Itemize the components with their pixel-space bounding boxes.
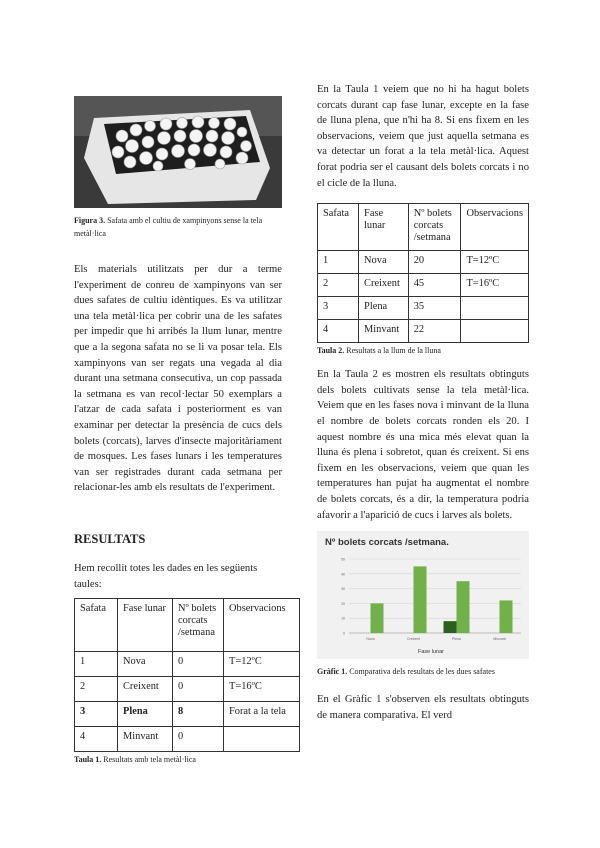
- table-2-header: Safata: [318, 204, 359, 251]
- table-cell: 0: [173, 677, 224, 702]
- chart-y-tick-label: 50: [341, 557, 345, 562]
- table-cell: 0: [173, 652, 224, 677]
- table-1-header: Safata: [75, 599, 118, 652]
- chart-x-tick-label: Minvant: [493, 637, 506, 642]
- table-cell: Minvant: [118, 727, 173, 752]
- table-row: [318, 297, 529, 320]
- chart-bar: [414, 566, 427, 633]
- table-1-header-row: [75, 599, 300, 652]
- table-cell: Creixent: [359, 274, 409, 297]
- table-2-header: Fase lunar: [359, 204, 409, 251]
- table-cell: [461, 297, 529, 320]
- chart-y-tick-label: 20: [341, 601, 345, 606]
- table-cell: 8: [173, 702, 224, 727]
- chart-bar: [444, 621, 457, 633]
- chart-y-tick-label: 10: [341, 616, 345, 621]
- table-cell: 2: [318, 274, 359, 297]
- chart-x-tick-label: Nova: [366, 637, 375, 642]
- table-1-label: Taula 1.: [74, 755, 102, 765]
- table-cell: T=16ºC: [224, 677, 300, 702]
- table-row: [75, 677, 300, 702]
- chart-y-tick-label: 30: [341, 587, 345, 592]
- table-1-header: Nº bolets corcats /setmana: [173, 599, 224, 652]
- table-2-discussion: En la Taula 2 es mostren els resultats obtinguts dels bolets cultivats sense la tela metàl·lica. Veiem que en les fases nova i minvant de la lluna el nombre de bolets corcats ronden els 20. I aquest nombre és una mica més elevat quan la lluna és plena i sobretot, quan és creixent. Si ens fixem en les observacions, veiem que quan les temperatures han pujat ha augmentat el nombre de bolets corcats, és a dir, la temperatura podria afavorir a l'aparició de cucs i larves als bolets.: [317, 369, 529, 521]
- chart-bar: [500, 601, 513, 634]
- graph-1: [317, 531, 529, 659]
- table-row-highlighted: [75, 702, 300, 727]
- table-cell: Nova: [359, 251, 409, 274]
- table-cell: Minvant: [359, 320, 409, 343]
- table-1-header: Observacions: [224, 599, 300, 652]
- table-row: [75, 652, 300, 677]
- table-2-caption-text: Resultats a la llum de la lluna: [346, 346, 441, 356]
- table-cell: 20: [408, 251, 461, 274]
- table-1: [74, 598, 300, 752]
- right-column: [317, 82, 529, 723]
- table-cell: T=12ºC: [224, 652, 300, 677]
- methods-paragraph: Els materials utilitzats per dur a terme l'experiment de conreu de xampinyons van ser dues safates de cultiu idèntiques. Es va utilitzar una tela metàl·lica per cobrir una de les safates per impedir que hi arribés la llum lunar, mentre que a la segona safata no se li va posar tela. Els xampinyons van ser regats una vegada al dia durant una setmana consecutiva, un cop passada la setmana es van recol·lectar 50 exemplars a l'atzar de cada safata i posteriorment es van examinar per detectar la presència de cucs dels bolets (corcats), larves d'insecte majoritàriament de mosques. Les fases lunars i les temperatures van ser registrades durant cada setmana per relacionar-les amb els resultats de l'experiment.: [74, 264, 282, 494]
- table-cell: T=16ºC: [461, 274, 529, 297]
- table-2-header: Observacions: [461, 204, 529, 251]
- chart-x-tick-label: Creixent: [406, 637, 421, 642]
- table-2-label: Taula 2.: [317, 346, 345, 356]
- chart-x-axis-label: Fase lunar: [418, 649, 444, 656]
- table-cell: 22: [408, 320, 461, 343]
- figure-3-text: Safata amb el cultiu de xampinyons sense la tela metàl·lica: [74, 216, 263, 238]
- table-cell: Plena: [118, 702, 173, 727]
- results-heading: RESULTATS: [74, 531, 146, 546]
- graph-1-label: Gràfic 1.: [317, 667, 348, 677]
- table-row: [75, 727, 300, 752]
- graph-1-discussion: En el Gràfic 1 s'observen els resultats obtinguts de manera comparativa. El verd: [317, 694, 529, 721]
- chart-bar: [457, 581, 470, 633]
- table-row: [318, 251, 529, 274]
- table-1-caption-text: Resultats amb tela metàl·lica: [103, 755, 196, 765]
- table-cell: Forat a la tela: [224, 702, 300, 727]
- table-cell: 1: [75, 652, 118, 677]
- table-cell: 35: [408, 297, 461, 320]
- table-cell: 3: [318, 297, 359, 320]
- mushroom-tray-photo: [74, 96, 282, 208]
- results-intro: Hem recollit totes les dades en les següents taules:: [74, 562, 258, 590]
- table-cell: Creixent: [118, 677, 173, 702]
- chart-x-tick-label: Plena: [452, 637, 461, 642]
- table-cell: [224, 727, 300, 752]
- graph-1-caption-text: Comparativa dels resultats de les dues safates: [349, 667, 495, 677]
- table-cell: 45: [408, 274, 461, 297]
- table-row: [318, 320, 529, 343]
- table-cell: 4: [75, 727, 118, 752]
- chart-y-tick-label: 40: [341, 572, 345, 577]
- table-2-caption: [317, 344, 529, 357]
- table-row: [318, 274, 529, 297]
- table-cell: Plena: [359, 297, 409, 320]
- chart-bar: [371, 603, 384, 633]
- graph-1-caption: [317, 665, 529, 678]
- table-1-caption: [74, 753, 282, 766]
- table-2-header-row: [318, 204, 529, 251]
- table-cell: 3: [75, 702, 118, 727]
- left-column: [74, 96, 286, 766]
- table-cell: 1: [318, 251, 359, 274]
- table-1-header: Fase lunar: [118, 599, 173, 652]
- table-cell: Nova: [118, 652, 173, 677]
- figure-3-caption: [74, 214, 282, 240]
- graph-1-svg: [317, 531, 529, 659]
- chart-y-tick-label: 0: [343, 631, 345, 636]
- table-cell: 4: [318, 320, 359, 343]
- table-2-header: Nº bolets corcats /setmana: [408, 204, 461, 251]
- table-1-discussion: En la Taula 1 veiem que no hi ha hagut bolets corcats durant cap fase lunar, excepte en la fase de lluna plena, que n'hi ha 8. Si ens fixem en les observacions, veiem que just aquella setmana es va detectar un forat a la tela metàl·lica. Aquest forat podria ser el causant dels bolets corcats i no el cicle de la lluna.: [317, 84, 529, 189]
- table-2: [317, 203, 529, 343]
- table-cell: 0: [173, 727, 224, 752]
- chart-title: Nº bolets corcats /setmana.: [325, 537, 449, 549]
- table-cell: 2: [75, 677, 118, 702]
- table-cell: [461, 320, 529, 343]
- figure-3-label: Figura 3.: [74, 216, 106, 225]
- table-cell: T=12ºC: [461, 251, 529, 274]
